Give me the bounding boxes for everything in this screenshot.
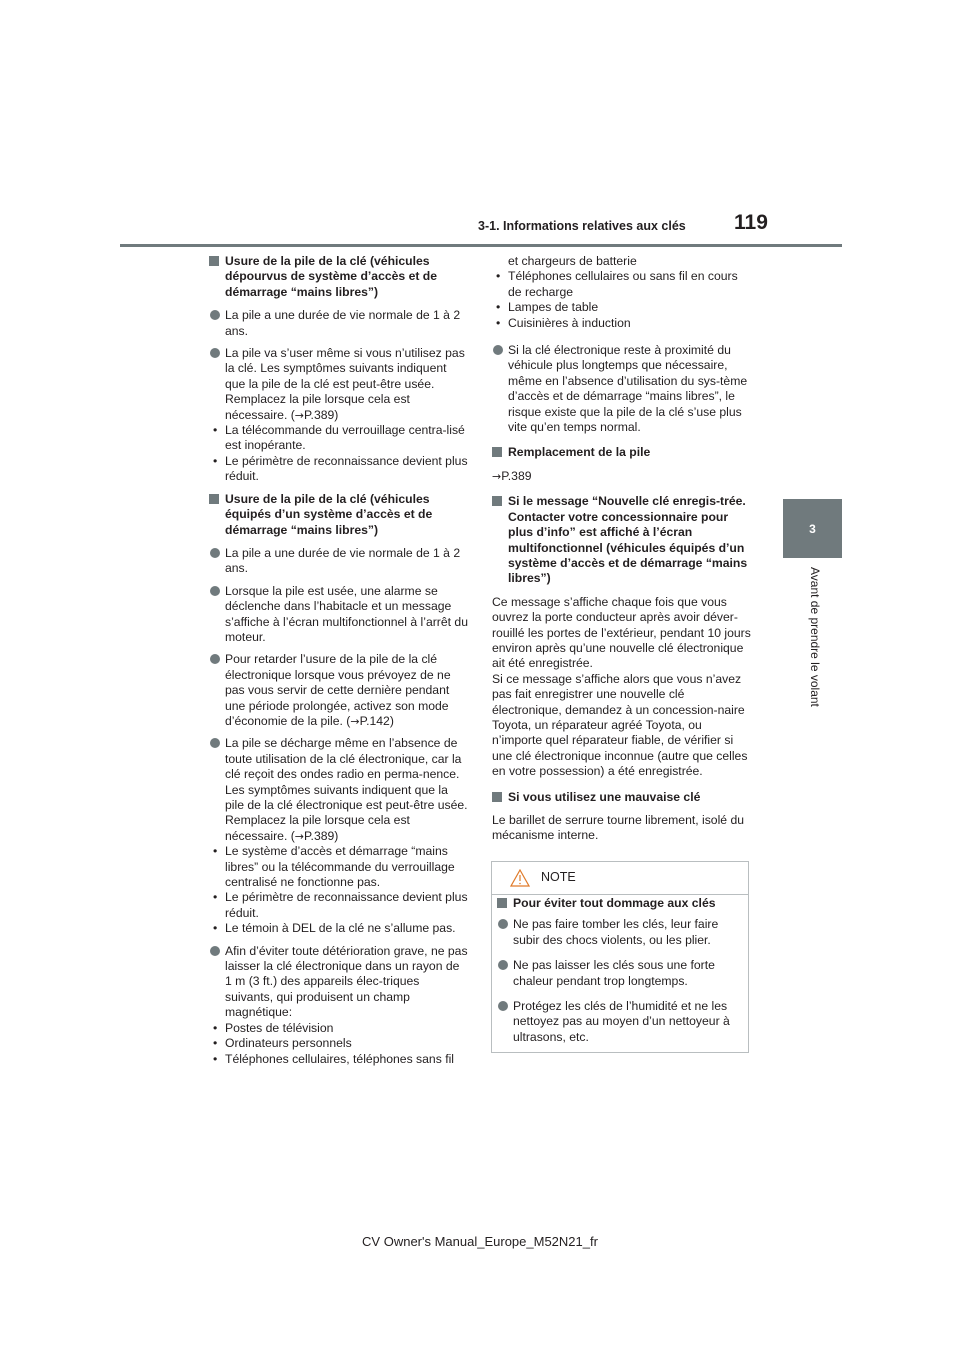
section-heading — [492, 790, 752, 805]
sub-item — [209, 454, 468, 485]
sub-item-text: Le système d’accès et démarrage “mains libres” ou la télécommande du verrouillage centralisé ne fonctionne pas. — [225, 844, 455, 890]
sub-item — [209, 921, 468, 936]
sub-bullet-icon: • — [213, 1036, 218, 1051]
bullet-text: La pile va s’user même si vous n’utilisez pas la clé. Les symptômes suivants indiquent que la pile de la clé est peut-être usée. Remplacez la pile lorsque cela est nécessaire. ( — [225, 346, 465, 422]
heading-text: Si vous utilisez une mauvaise clé — [508, 789, 701, 804]
bullet-text: Lorsque la pile est usée, une alarme se déclenche dans l’habitacle et un message s’affiche à l’écran multifonctionnel à l’arrêt du moteur. — [225, 583, 468, 644]
footer-text: CV Owner's Manual_Europe_M52N21_fr — [362, 1234, 598, 1249]
circle-bullet-icon — [210, 348, 220, 358]
sub-bullet-icon: • — [213, 890, 218, 905]
arrow-right-icon: → — [294, 829, 304, 843]
arrow-right-icon: → — [350, 714, 360, 728]
page-reference-link[interactable]: P.389) — [304, 407, 339, 422]
note-heading — [497, 896, 741, 911]
bullet-text: Ne pas laisser les clés sous une forte chaleur pendant trop longtemps. — [513, 958, 715, 988]
section-heading — [492, 494, 752, 586]
square-marker-icon — [497, 898, 507, 908]
sub-item — [209, 844, 468, 890]
square-marker-icon — [492, 792, 502, 802]
bullet-text: Ne pas faire tomber les clés, leur faire subir des chocs violents, ou les plier. — [513, 917, 719, 947]
square-marker-icon — [492, 447, 502, 457]
sub-bullet-icon: • — [213, 423, 218, 438]
sub-item-text: Ordinateurs personnels — [225, 1036, 352, 1051]
page-reference-link[interactable]: P.142) — [359, 713, 394, 728]
bullet-text: Afin d’éviter toute détérioration grave, ne pas laisser la clé électronique dans un rayon de 1 m (3 ft.) des appareils élec-triques suivants, qui produisent un champ magnétique: — [225, 943, 468, 1020]
square-marker-icon — [209, 494, 219, 504]
chapter-tab — [783, 499, 842, 558]
circle-bullet-icon — [498, 960, 508, 970]
bullet-text: Pour retarder l’usure de la pile de la clé électronique lorsque vous prévoyez de ne pas vous servir de cette dernière pendant une période prolongée, activez son mode d’économie de la pile. ( — [225, 652, 451, 728]
sub-bullet-icon: • — [213, 921, 218, 936]
list-item — [209, 584, 468, 646]
paragraph: Le barillet de serrure tourne librement, isolé du mécanisme interne. — [492, 813, 745, 843]
bullet-text: Protégez les clés de l’humidité et ne les nettoyez pas au moyen d’un nettoyeur à ultrasons, etc. — [513, 999, 730, 1044]
section-title: 3-1. Informations relatives aux clés — [478, 219, 686, 233]
sub-item-text: Le périmètre de reconnaissance devient plus réduit. — [225, 453, 468, 484]
sub-item-continued — [492, 254, 752, 269]
note-body — [497, 896, 741, 1052]
sub-bullet-icon: • — [496, 300, 501, 315]
heading-text: Pour éviter tout dommage aux clés — [513, 896, 716, 910]
circle-bullet-icon — [498, 919, 508, 929]
continued-list — [492, 254, 752, 331]
sub-item — [209, 1036, 468, 1051]
circle-bullet-icon — [210, 946, 220, 956]
sub-bullet-icon: • — [213, 1020, 218, 1035]
sub-item — [209, 1052, 468, 1067]
sub-list — [209, 1021, 468, 1067]
circle-bullet-icon — [498, 1001, 508, 1011]
sub-bullet-icon: • — [496, 269, 501, 284]
chapter-title: Avant de prendre le volant — [808, 567, 822, 707]
sub-bullet-icon: • — [213, 1051, 218, 1066]
arrow-right-icon: → — [492, 469, 502, 483]
square-marker-icon — [492, 496, 502, 506]
bullet-text: La pile se décharge même en l’absence de toute utilisation de la clé électronique, car la clé reçoit des ondes radio en perma-nence. Les symptômes suivants indiquent que la pile de la clé électronique est peut-être usée. Remplacez la pile lorsque cela est nécessaire. ( — [225, 736, 468, 843]
sub-item-text: Téléphones cellulaires, téléphones sans fil — [225, 1051, 454, 1066]
chapter-number: 3 — [809, 521, 816, 536]
sub-item-text: Cuisinières à induction — [508, 315, 631, 330]
sub-item-text: Téléphones cellulaires ou sans fil en cours de recharge — [508, 269, 738, 299]
sub-item — [209, 1021, 468, 1036]
circle-bullet-icon — [210, 654, 220, 664]
circle-bullet-icon — [210, 586, 220, 596]
heading-text: Usure de la pile de la clé (véhicules équipés d’un système d’accès et de démarrage “mains libres”) — [225, 491, 433, 537]
square-marker-icon — [209, 256, 219, 266]
sub-item — [492, 300, 752, 315]
sub-item-text: et chargeurs de batterie — [508, 254, 637, 268]
sub-item-text: Le témoin à DEL de la clé ne s’allume pas. — [225, 921, 456, 936]
sub-item-text: La télécommande du verrouillage centra-lisé est inopérante. — [225, 423, 465, 453]
heading-text: Si le message “Nouvelle clé enregis-trée. Contacter votre concessionnaire pour plus d’info” est affiché à l’écran multifonctionnel (véhicules équipés d’un système d’accès et de démarrage “mains libres”) — [508, 494, 748, 586]
list-item — [209, 736, 468, 936]
arrow-right-icon: → — [294, 408, 304, 422]
sub-item-text: Le périmètre de reconnaissance devient plus réduit. — [225, 890, 468, 920]
left-column — [209, 254, 468, 1074]
sub-list — [209, 844, 468, 936]
sub-bullet-icon: • — [496, 315, 501, 330]
bullet-text: La pile a une durée de vie normale de 1 à 2 ans. — [225, 308, 461, 338]
circle-bullet-icon — [493, 345, 503, 355]
sub-item — [492, 316, 752, 331]
section-heading — [209, 492, 468, 538]
sub-item-text: Lampes de table — [508, 300, 599, 315]
paragraph: Ce message s’affiche chaque fois que vous ouvrez la porte conducteur après avoir déver-rouillé les portes de l’extérieur, pendant 10 jours environ après qu’une nouvelle clé électronique ait été enregistrée. — [492, 594, 751, 671]
sub-item — [209, 890, 468, 921]
circle-bullet-icon — [210, 310, 220, 320]
list-item — [209, 308, 468, 339]
heading-text: Remplacement de la pile — [508, 445, 651, 460]
page-reference-link[interactable]: P.389 — [501, 468, 532, 483]
list-item — [209, 652, 468, 729]
list-item — [492, 343, 752, 435]
list-item — [497, 999, 741, 1045]
sub-list — [209, 423, 468, 485]
sub-item — [209, 423, 468, 454]
warning-triangle-icon — [510, 869, 530, 887]
reference-line — [492, 469, 752, 484]
section-heading — [492, 445, 752, 460]
note-box — [491, 861, 749, 1053]
bullet-text: La pile a une durée de vie normale de 1 à 2 ans. — [225, 545, 461, 576]
note-header — [492, 862, 748, 895]
circle-bullet-icon — [210, 738, 220, 748]
list-item — [209, 346, 468, 485]
page-number: 119 — [734, 211, 768, 234]
list-item — [209, 546, 468, 577]
circle-bullet-icon — [210, 548, 220, 558]
sub-bullet-icon: • — [213, 453, 218, 468]
sub-item-text: Postes de télévision — [225, 1020, 334, 1035]
page-reference-link[interactable]: P.389) — [304, 828, 339, 843]
header-divider — [120, 244, 842, 247]
note-title: NOTE — [541, 870, 576, 884]
sub-item — [492, 269, 752, 300]
list-item — [497, 917, 741, 948]
bullet-text: Si la clé électronique reste à proximité du véhicule plus longtemps que nécessaire, même en l’absence d’utilisation du sys-tème d’accès et de démarrage “mains libres”, le risque existe que la pile de la clé s’use plus vite qu’en temps normal. — [508, 343, 748, 435]
sub-bullet-icon: • — [213, 844, 218, 859]
list-item — [497, 958, 741, 989]
list-item — [209, 944, 468, 1067]
heading-text: Usure de la pile de la clé (véhicules dépourvus de système d’accès et de démarrage “mains libres”) — [225, 254, 438, 299]
section-heading — [209, 254, 468, 300]
right-column — [492, 254, 752, 851]
paragraph: Si ce message s’affiche alors que vous n’avez pas fait enregistrer une nouvelle clé électronique, demandez à un concession-naire Toyota, un réparateur agréé Toyota, ou n’importe quel réparateur fiable, de vérifier si une clé électronique inconnue (autre que celles en votre possession) a été enregistrée. — [492, 671, 748, 779]
